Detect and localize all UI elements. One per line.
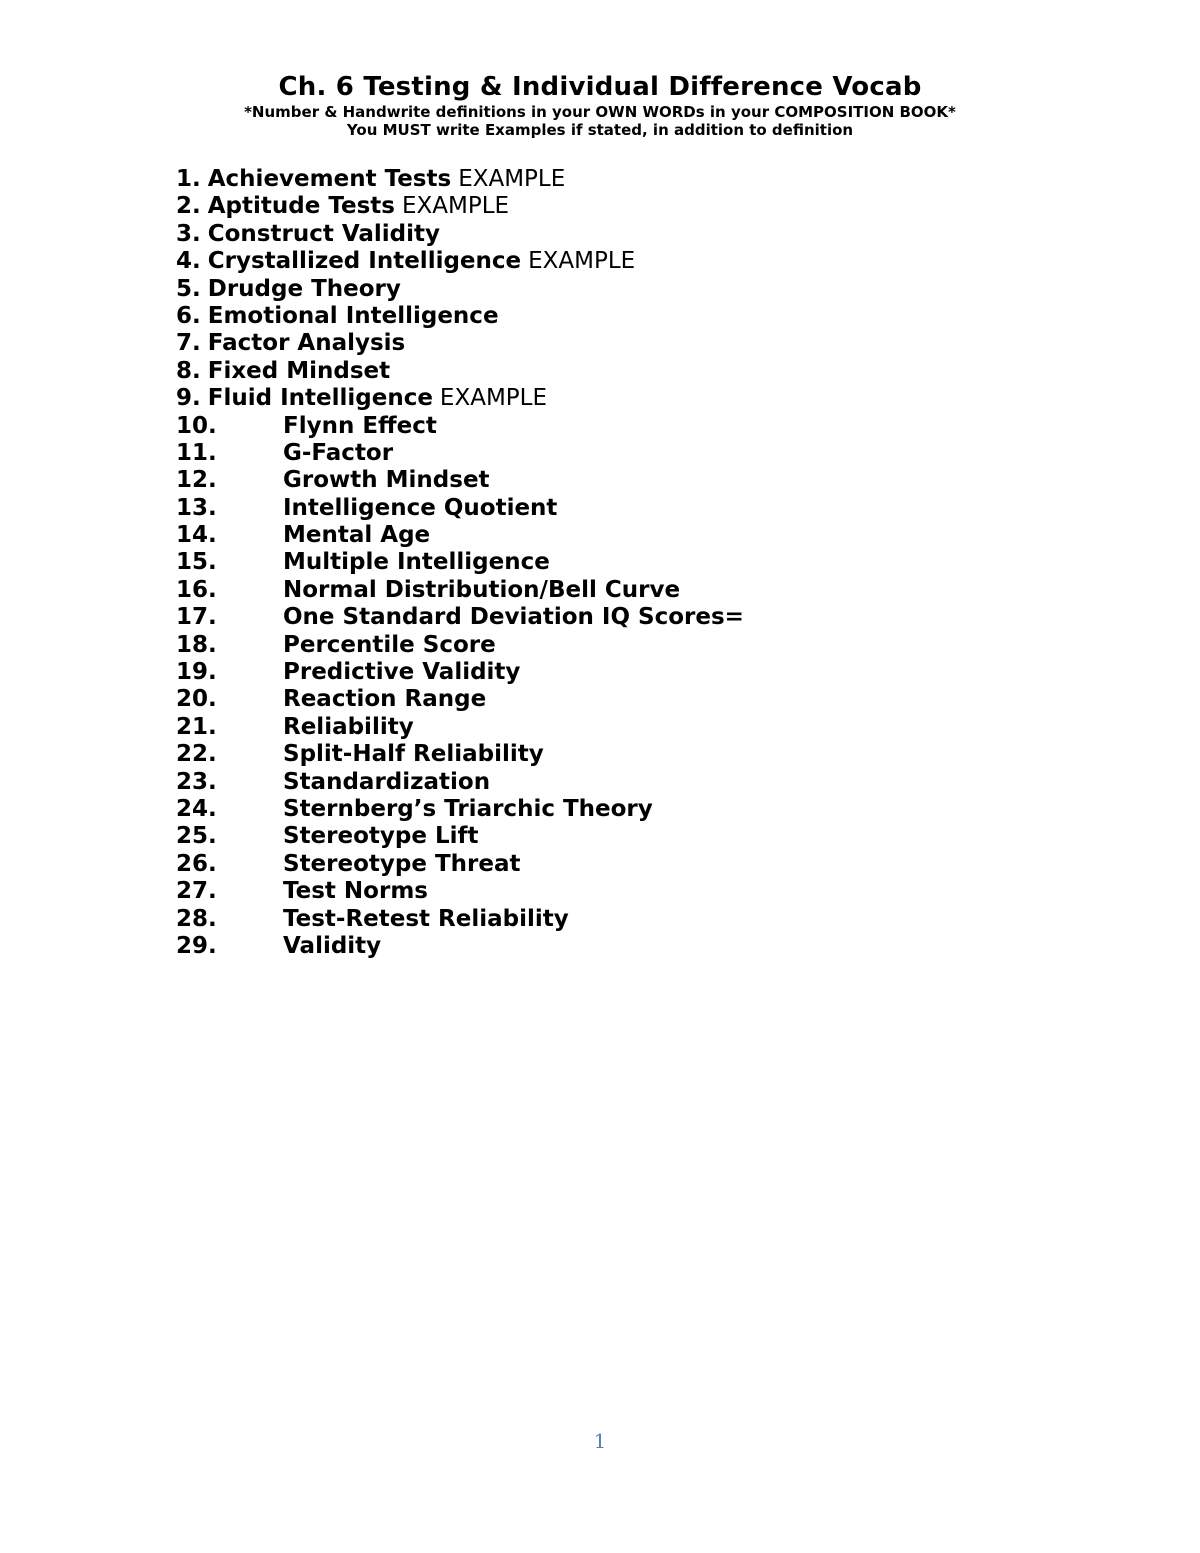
vocab-item xyxy=(176,467,744,494)
vocab-item xyxy=(176,276,744,303)
page-number: 1 xyxy=(593,1429,607,1453)
item-number: 28. xyxy=(176,905,217,932)
vocab-item xyxy=(176,577,744,604)
item-number: 13. xyxy=(176,494,217,521)
vocab-item xyxy=(176,823,744,850)
vocab-term: Fluid Intelligence xyxy=(207,385,433,412)
vocab-term: Split-Half Reliability xyxy=(283,741,544,768)
example-note: EXAMPLE xyxy=(439,385,548,412)
vocab-item xyxy=(176,248,744,275)
vocab-item xyxy=(176,303,744,330)
vocab-item xyxy=(176,413,744,440)
item-number: 26. xyxy=(176,850,217,877)
item-number: 15. xyxy=(176,549,217,576)
instruction-line-2: You MUST write Examples if stated, in addition to definition xyxy=(346,121,854,139)
item-number: 8. xyxy=(176,357,201,384)
vocab-item xyxy=(176,851,744,878)
vocab-item xyxy=(176,604,744,631)
vocab-term: Stereotype Threat xyxy=(283,850,521,877)
instruction-line-1: *Number & Handwrite definitions in your OWN WORDs in your COMPOSITION BOOK* xyxy=(244,103,956,121)
vocab-term: Stereotype Lift xyxy=(283,823,479,850)
item-number: 7. xyxy=(176,330,201,357)
vocab-item xyxy=(176,769,744,796)
example-note: EXAMPLE xyxy=(528,248,636,275)
item-number: 24. xyxy=(176,795,217,822)
vocab-item xyxy=(176,906,744,933)
vocab-term: Test-Retest Reliability xyxy=(283,905,569,932)
vocab-term: Predictive Validity xyxy=(283,659,521,686)
item-number: 22. xyxy=(176,741,217,768)
item-number: 16. xyxy=(176,576,217,603)
vocab-item xyxy=(176,330,744,357)
vocab-term: Growth Mindset xyxy=(283,467,490,494)
item-number: 5. xyxy=(176,275,201,302)
vocab-item xyxy=(176,440,744,467)
vocab-term: G-Factor xyxy=(283,439,394,466)
vocab-item xyxy=(176,166,744,193)
item-number: 21. xyxy=(176,713,217,740)
vocab-item xyxy=(176,385,744,412)
vocab-term: Multiple Intelligence xyxy=(283,549,550,576)
vocab-item xyxy=(176,686,744,713)
vocab-term: Intelligence Quotient xyxy=(283,494,558,521)
item-number: 9. xyxy=(176,385,201,412)
item-number: 19. xyxy=(176,659,217,686)
item-number: 3. xyxy=(176,220,201,247)
vocab-term: Drudge Theory xyxy=(207,275,401,302)
vocab-term: Crystallized Intelligence xyxy=(207,248,522,275)
vocab-term: Aptitude Tests xyxy=(207,193,395,220)
vocab-list xyxy=(176,166,744,960)
vocab-item xyxy=(176,495,744,522)
vocab-term: Achievement Tests xyxy=(207,166,452,192)
vocab-item xyxy=(176,193,744,220)
vocab-item xyxy=(176,878,744,905)
vocab-term: Normal Distribution/Bell Curve xyxy=(283,576,681,603)
vocab-item xyxy=(176,741,744,768)
vocab-term: Emotional Intelligence xyxy=(207,302,499,329)
vocab-term: Construct Validity xyxy=(207,220,441,247)
vocab-term: Sternberg’s Triarchic Theory xyxy=(283,795,653,822)
vocab-item xyxy=(176,221,744,248)
item-number: 11. xyxy=(176,439,217,466)
page-title: Ch. 6 Testing & Individual Difference Vocab xyxy=(278,72,922,102)
item-number: 25. xyxy=(176,823,217,850)
example-note: EXAMPLE xyxy=(458,166,566,192)
vocab-term: Percentile Score xyxy=(283,631,496,658)
example-note: EXAMPLE xyxy=(401,193,510,220)
vocab-item xyxy=(176,632,744,659)
vocab-term: Validity xyxy=(283,932,382,959)
item-number: 17. xyxy=(176,604,217,631)
vocab-term: One Standard Deviation IQ Scores= xyxy=(283,604,744,631)
vocab-term: Reliability xyxy=(283,713,414,740)
vocab-term: Standardization xyxy=(283,768,491,795)
vocab-item xyxy=(176,522,744,549)
vocab-item xyxy=(176,933,744,960)
item-number: 2. xyxy=(176,193,201,220)
item-number: 6. xyxy=(176,302,201,329)
vocab-item xyxy=(176,358,744,385)
vocab-item xyxy=(176,796,744,823)
vocab-term: Reaction Range xyxy=(283,686,487,713)
item-number: 12. xyxy=(176,467,217,494)
vocab-term: Fixed Mindset xyxy=(207,357,391,384)
item-number: 29. xyxy=(176,932,217,959)
item-number: 10. xyxy=(176,412,217,439)
vocab-term: Flynn Effect xyxy=(283,412,437,439)
item-number: 27. xyxy=(176,878,217,905)
item-number: 1. xyxy=(176,166,201,192)
vocab-item xyxy=(176,714,744,741)
vocab-item xyxy=(176,549,744,576)
item-number: 14. xyxy=(176,522,217,549)
item-number: 20. xyxy=(176,686,217,713)
item-number: 18. xyxy=(176,631,217,658)
item-number: 4. xyxy=(176,248,201,275)
vocab-term: Factor Analysis xyxy=(207,330,406,357)
vocab-item xyxy=(176,659,744,686)
vocab-term: Mental Age xyxy=(283,522,431,549)
item-number: 23. xyxy=(176,768,217,795)
vocab-term: Test Norms xyxy=(283,878,428,905)
